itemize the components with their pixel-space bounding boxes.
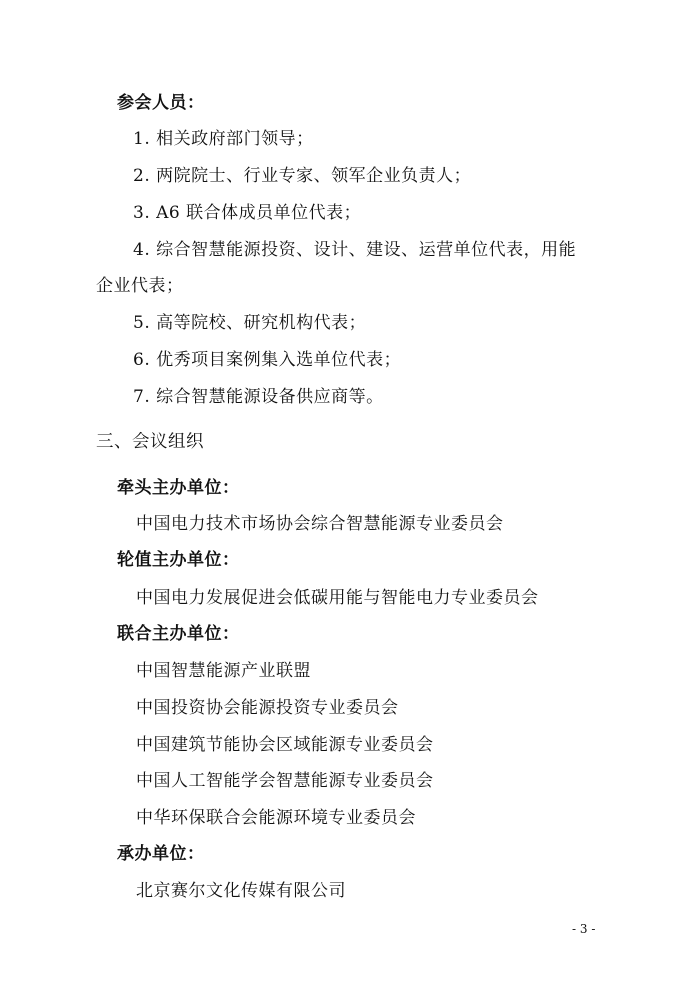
attendee-item: 6. 优秀项目案例集入选单位代表； (133, 350, 402, 370)
attendee-item: 7. 综合智慧能源设备供应商等。 (133, 387, 384, 407)
joint-organizer-item: 中国建筑节能协会区域能源专业委员会 (136, 735, 434, 755)
attendee-item: 1. 相关政府部门领导； (133, 129, 314, 149)
undertaker-heading: 承办单位： (117, 844, 205, 864)
attendee-item: 5. 高等院校、研究机构代表； (133, 313, 367, 333)
attendees-heading: 参会人员： (117, 93, 205, 113)
joint-organizer-item: 中国人工智能学会智慧能源专业委员会 (136, 771, 434, 791)
undertaker-item: 北京赛尔文化传媒有限公司 (136, 881, 346, 901)
page-number: - 3 - (572, 922, 596, 936)
attendee-item: 2. 两院院士、行业专家、领军企业负责人； (133, 166, 472, 186)
rotating-organizer-heading: 轮值主办单位： (117, 550, 240, 570)
lead-organizer-heading: 牵头主办单位： (117, 478, 240, 498)
attendee-item: 3. A6 联合体成员单位代表； (133, 203, 362, 223)
attendee-item-continuation: 企业代表； (96, 276, 184, 296)
joint-organizer-item: 中国投资协会能源投资专业委员会 (136, 698, 399, 718)
rotating-organizer-item: 中国电力发展促进会低碳用能与智能电力专业委员会 (136, 588, 539, 608)
attendee-item: 4. 综合智慧能源投资、设计、建设、运营单位代表，用能 (133, 240, 577, 260)
section-title-organization: 三、会议组织 (96, 432, 204, 452)
lead-organizer-item: 中国电力技术市场协会综合智慧能源专业委员会 (136, 514, 504, 534)
joint-organizer-item: 中国智慧能源产业联盟 (136, 661, 311, 681)
joint-organizers-heading: 联合主办单位： (117, 624, 240, 644)
joint-organizer-item: 中华环保联合会能源环境专业委员会 (136, 808, 416, 828)
